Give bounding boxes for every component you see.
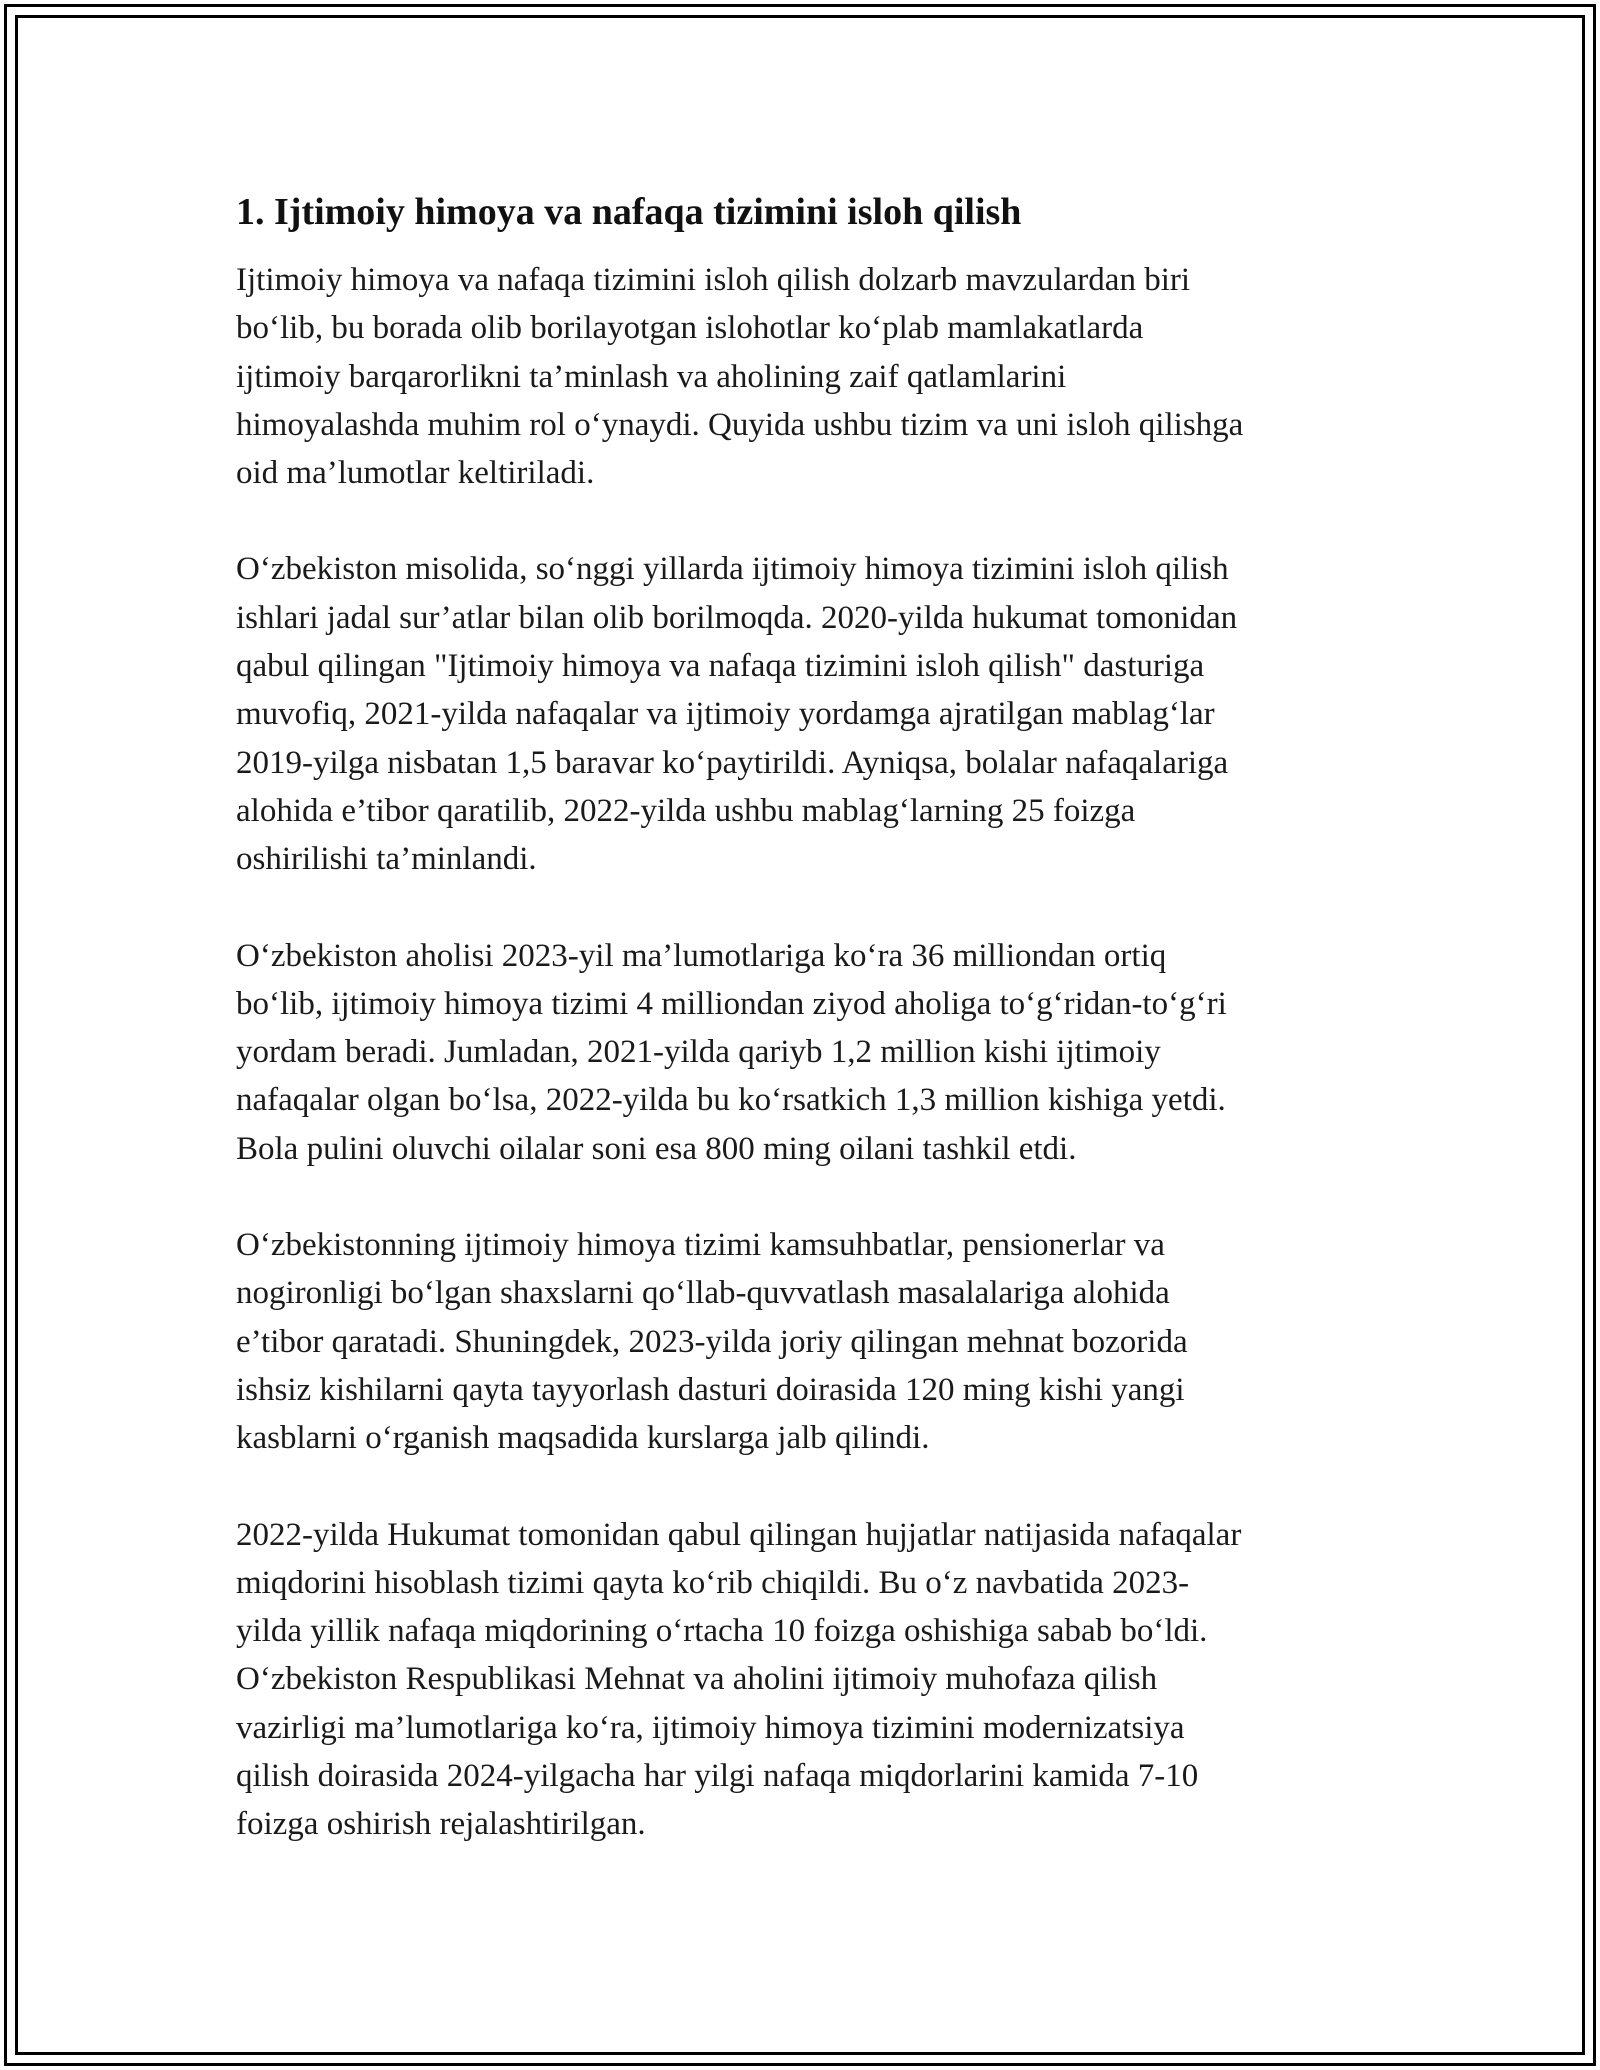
document-body <box>236 186 1376 1897</box>
paragraph-1: Ijtimoiy himoya va nafaqa tizimini isloh qilish dolzarb mavzulardan biri bo‘lib, bu borada olib borilayotgan islohotlar ko‘plab mamlakatlarda ijtimoiy barqarorlikni ta’minlash va aholining zaif qatlamlarini himoyalashda muhim rol o‘ynaydi. Quyida ushbu tizim va uni isloh qilishga oid ma’lumotlar keltiriladi. <box>236 262 1244 492</box>
paragraph-2: O‘zbekiston misolida, so‘nggi yillarda ijtimoiy himoya tizimini isloh qilish ishlari jadal sur’atlar bilan olib borilmoqda. 2020-yilda hukumat tomonidan qabul qilingan "Ijtimoiy himoya va nafaqa tizimini isloh qilish" dasturiga muvofiq, 2021-yilda nafaqalar va ijtimoiy yordamga ajratilgan mablag‘lar 2019-yilga nisbatan 1,5 baravar ko‘paytirildi. Ayniqsa, bolalar nafaqalariga alohida e’tibor qaratilib, 2022-yilda ushbu mablag‘larning 25 foizga oshirilishi ta’minlandi. <box>236 551 1238 878</box>
paragraph-4: O‘zbekistonning ijtimoiy himoya tizimi kamsuhbatlar, pensionerlar va nogironligi bo‘lgan shaxslarni qo‘llab-quvvatlash masalalariga alohida e’tibor qaratadi. Shuningdek, 2023-yilda joriy qilingan mehnat bozorida ishsiz kishilarni qayta tayyorlash dasturi doirasida 120 ming kishi yangi kasblarni o‘rganish maqsadida kurslarga jalb qilindi. <box>236 1227 1188 1457</box>
paragraph-3: O‘zbekiston aholisi 2023-yil ma’lumotlariga ko‘ra 36 milliondan ortiq bo‘lib, ijtimoiy himoya tizimi 4 milliondan ziyod aholiga to‘g‘ridan-to‘g‘ri yordam beradi. Jumladan, 2021-yilda qariyb 1,2 million kishi ijtimoiy nafaqalar olgan bo‘lsa, 2022-yilda bu ko‘rsatkich 1,3 million kishiga yetdi. Bola pulini oluvchi oilalar soni esa 800 ming oilani tashkil etdi. <box>236 937 1227 1167</box>
section-heading: 1. Ijtimoiy himoya va nafaqa tizimini isloh qilish <box>236 191 1022 233</box>
paragraph-5: 2022-yilda Hukumat tomonidan qabul qilingan hujjatlar natijasida nafaqalar miqdorini hisoblash tizimi qayta ko‘rib chiqildi. Bu o‘z navbatida 2023- yilda yillik nafaqa miqdorining o‘rtacha 10 foizga oshishiga sabab bo‘ldi. O‘zbekiston Respublikasi Mehnat va aholini ijtimoiy muhofaza qilish vazirligi ma’lumotlariga ko‘ra, ijtimoiy himoya tizimini modernizatsiya qilish doirasida 2024-yilgacha har yilgi nafaqa miqdorlarini kamida 7-10 foizga oshirish rejalashtirilgan. <box>236 1516 1242 1843</box>
